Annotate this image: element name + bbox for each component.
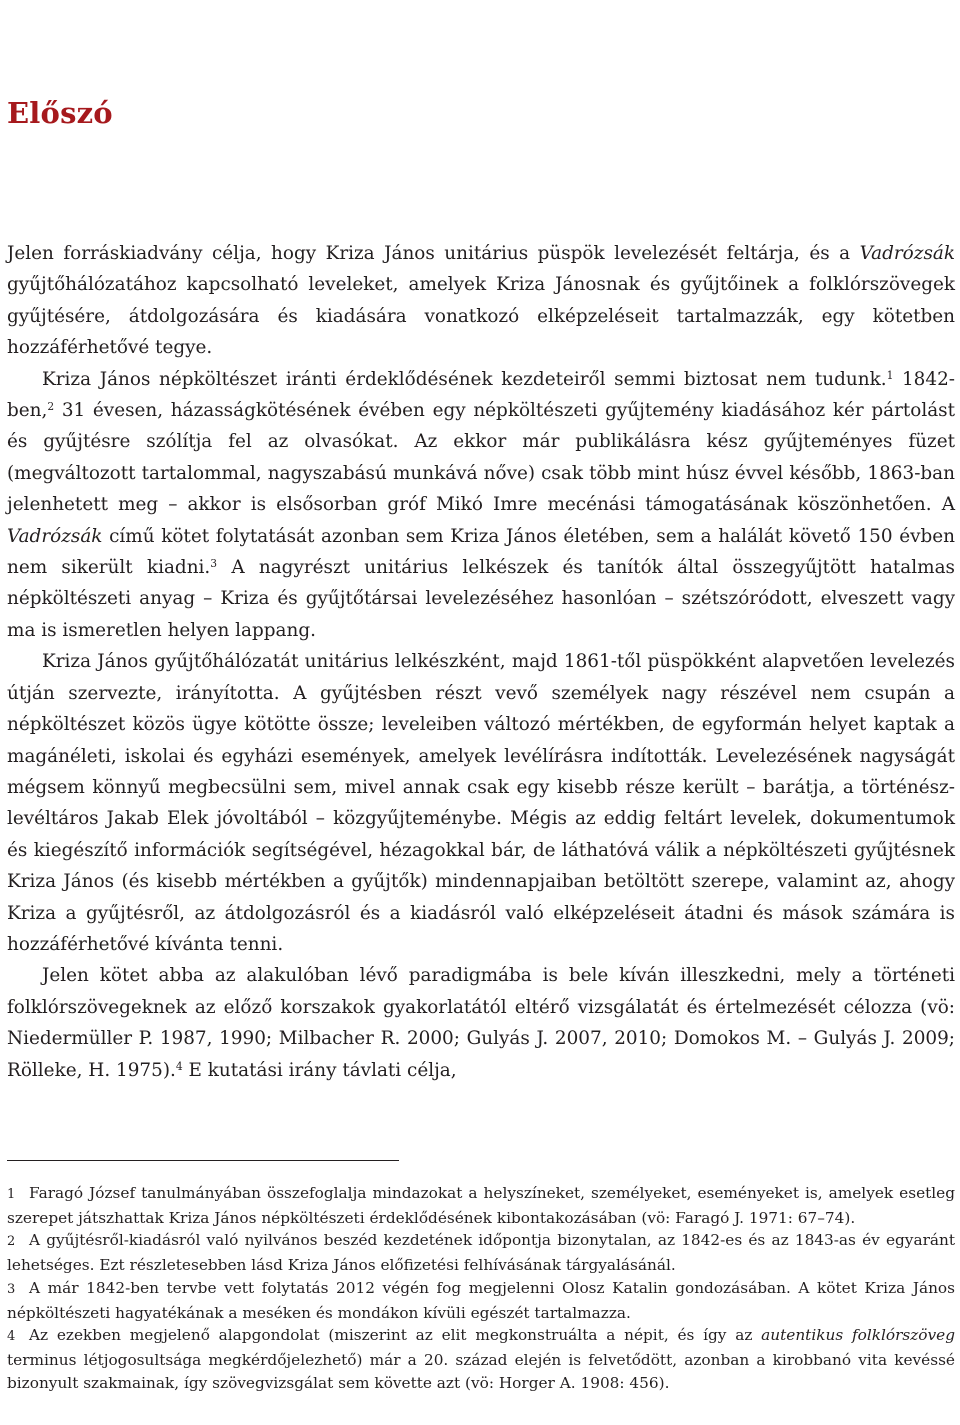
footnote-ref-3[interactable]: 3	[210, 557, 218, 571]
paragraph-1: Jelen forráskiadvány célja, hogy Kriza János unitárius püspök levelezését feltárja, és a Vadrózsák gyűjtőhálózatához kapcsolható leveleket, amelyek Kriza Jánosnak és gyűjtőinek a folklórszövegek gyűjtésére, átdolgozására és kiadására vonatkozó elképzeléseit tartalmazzák, egy kötetben hozzáférhetővé tegye.	[7, 243, 955, 359]
paragraph-2: Kriza János népköltészet iránti érdeklődésének kezdeteiről semmi biztosat nem tudunk.$^1$ 1842-ben,$^2$ 31 évesen, házasságkötésének évében egy népköltészeti gyűjtemény kiadásához kér pártolást és gyűjtésre szólítja fel az olvasókat. Az ekkor már publikálásra kész gyűjteményes füzet (megváltozott tartalommal, nagyszabású munkává nőve) csak több mint húsz évvel később, 1863-ban jelenhetett meg – akkor is elsősorban gróf Mikó Imre mecénási támogatásának köszönhetően. A Vadrózsák című kötet folytatását azonban sem Kriza János életében, sem a halálát követő 150 évben nem sikerült kiadni.$^3$ A nagyrészt unitárius lelkészek és tanítók által összegyűjtött hatalmas népköltészeti anyag – Kriza és gyűjtőtársai levelezéséhez hasonlóan – szétszóródott, elveszett vagy ma is ismeretlen helyen lappang.	[7, 368, 955, 641]
footnotes	[7, 1182, 955, 1394]
footnote-ref-4[interactable]: 4	[175, 1059, 183, 1073]
footnote-1: 1 Faragó József tanulmányában összefoglalja mindazokat a helyszíneket, személyeket, eseményeket is, amelyek esetleg szerepet játszhattak Kriza János népköltészeti érdeklődésének kibontakozásában (vö: Faragó J. 1971: 67–74).	[7, 1184, 955, 1227]
main-text	[7, 238, 955, 1086]
footnote-number: 2	[7, 1234, 16, 1250]
footnote-ref-2[interactable]: 2	[47, 400, 55, 414]
chapter-title: Előszó	[7, 96, 113, 130]
footnote-2: 2 A gyűjtésről-kiadásról való nyilvános beszéd kezdetének időpontja bizonytalan, az 1842-es és az 1843-as év egyaránt lehetséges. Ezt részletesebben lásd Kriza János előfizetési felhívásának tárgyalásánál.	[7, 1231, 955, 1275]
footnote-4: 4 Az ezekben megjelenő alapgondolat (miszerint az elit megkonstruálta a népit, és így az autentikus folklórszöveg terminus létjogosultsága megkérdőjelezhető) már a 20. század elején is felvetődött, azonban a kirobbanó vita kevéssé bizonyult szakmainak, így szövegvizsgálat sem követte azt (vö: Horger A. 1908: 456).	[7, 1326, 956, 1392]
italic-term: autentikus folklórszöveg	[761, 1326, 956, 1345]
footnote-number: 4	[7, 1329, 16, 1345]
footnote-number: 1	[7, 1187, 16, 1202]
paragraph-3: Kriza János gyűjtőhálózatát unitárius lelkészként, majd 1861-től püspökként alapvetően levelezés útján szervezte, irányította. A gyűjtésben részt vevő személyek nagy részével nem csupán a népköltészet közös ügye kötötte össze; leveleiben változó mértékben, de egyformán helyet kaptak a magánéleti, iskolai és egyházi események, amelyek levélírásra indították. Levelezésének nagyságát mégsem könnyű megbecsülni sem, mivel annak csak egy kisebb része került – barátja, a történész-levéltáros Jakab Elek jóvoltából – közgyűjteménybe. Mégis az eddig feltárt levelek, dokumentumok és kiegészítő információk segítségével, hézagokkal bár, de láthatóvá válik a népköltészeti gyűjtésnek Kriza János (és kisebb mértékben a gyűjtők) mindennapjaiban betöltött szerepe, valamint az, ahogy Kriza a gyűjtésről, az átdolgozásról és a kiadásról való elképzeléseit átadni és mások számára is hozzáférhetővé kívánta tenni.	[7, 651, 955, 955]
paragraph-4: Jelen kötet abba az alakulóban lévő paradigmába is bele kíván illeszkedni, mely a történeti folklórszövegeknek az előző korszakok gyakorlatától eltérő vizsgálatát és értelmezését célozza (vö: Niedermüller P. 1987, 1990; Milbacher R. 2000; Gulyás J. 2007, 2010; Domokos M. – Gulyás J. 2009; Rölleke, H. 1975).$^4$ E kutatási irány távlati célja,	[7, 965, 955, 1081]
footnote-ref-1[interactable]: 1	[886, 368, 894, 382]
footnote-3: 3 A már 1842-ben tervbe vett folytatás 2012 végén fog megjelenni Olosz Katalin gondozásában. A kötet Kriza János népköltészeti hagyatékának a meséken és mondákon kívüli egészét tartalmazza.	[7, 1278, 955, 1322]
footnote-divider	[7, 1160, 399, 1161]
footnote-number: 3	[7, 1281, 16, 1297]
italic-title-vadrozsak: Vadrózsák	[7, 525, 103, 547]
italic-title-vadrozsak: Vadrózsák	[859, 243, 955, 264]
